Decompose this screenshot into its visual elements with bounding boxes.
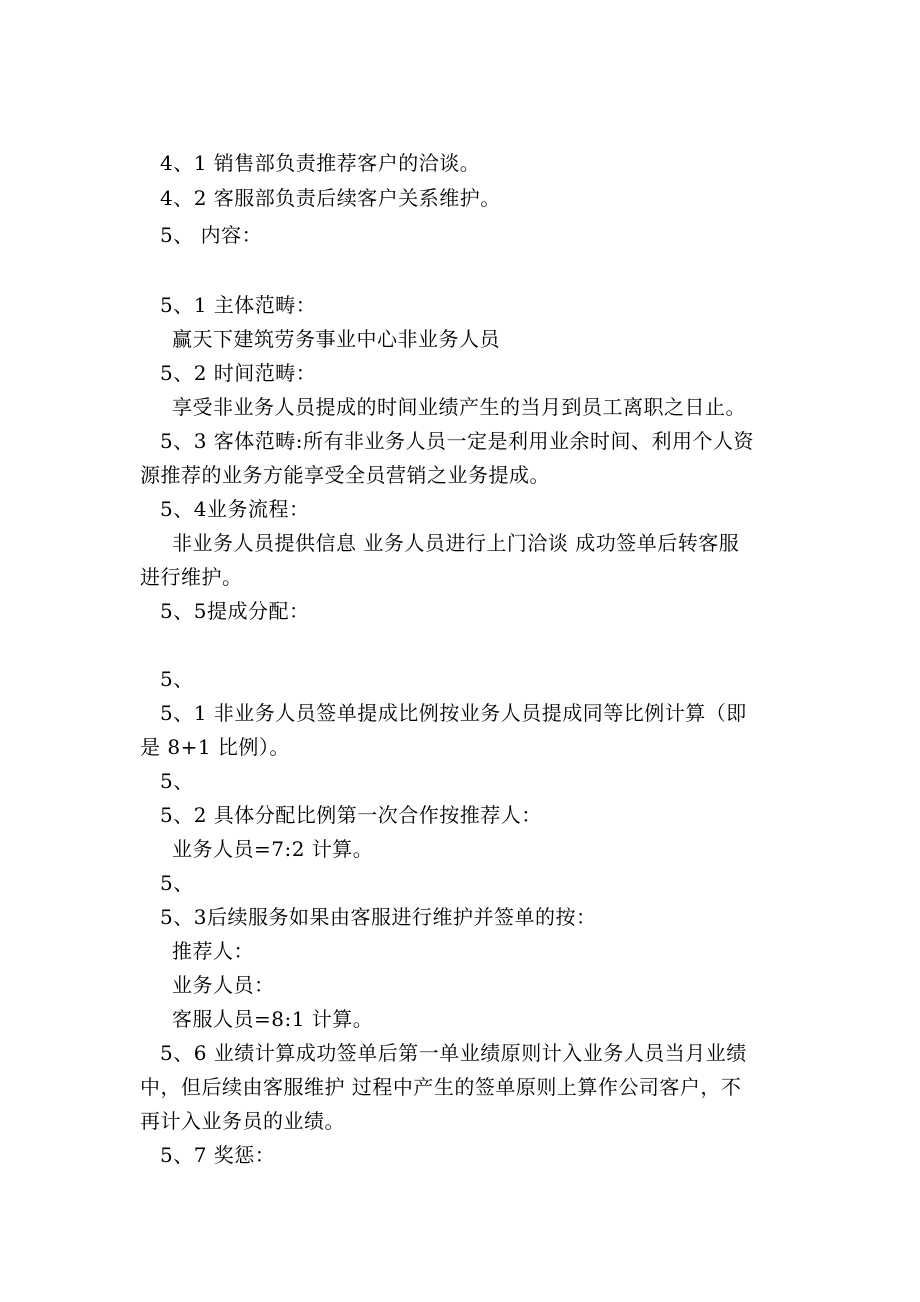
text-line-salesperson: 业务人员： [172, 973, 275, 997]
text-line-4-2: 4、2 客服部负责后续客户关系维护。 [160, 186, 501, 210]
text-line-5-6-cont-b: 再计入业务员的业绩。 [140, 1109, 345, 1133]
text-line-5-5: 5、5提成分配： [160, 599, 310, 623]
text-line-5-3-cont: 源推荐的业务方能享受全员营销之业务提成。 [140, 463, 550, 487]
text-line-5-5-2: 5、2 具体分配比例第一次合作按推荐人： [160, 803, 542, 827]
text-line-5-2: 5、2 时间范畴： [160, 361, 317, 385]
text-line-5-blank-a: 5、 [160, 667, 194, 691]
text-line-recommender: 推荐人： [172, 939, 254, 963]
text-line-5-heading: 5、 内容： [160, 223, 263, 247]
text-line-5-7: 5、7 奖惩： [160, 1143, 276, 1167]
text-line-5-5-2-body: 业务人员=7:2 计算。 [172, 837, 374, 861]
text-line-5-4-body: 非业务人员提供信息 业务人员进行上门洽谈 成功签单后转客服 [172, 531, 740, 555]
text-line-5-1: 5、1 主体范畴： [160, 293, 317, 317]
text-line-5-5-1: 5、1 非业务人员签单提成比例按业务人员提成同等比例计算（即 [160, 701, 747, 725]
text-line-5-3: 5、3 客体范畴:所有非业务人员一定是利用业余时间、利用个人资 [160, 429, 755, 453]
text-line-5-5-3: 5、3后续服务如果由客服进行维护并签单的按： [160, 905, 597, 929]
text-line-service-staff: 客服人员=8:1 计算。 [172, 1007, 374, 1031]
text-line-5-2-body: 享受非业务人员提成的时间业绩产生的当月到员工离职之日止。 [172, 395, 746, 419]
text-line-4-1: 4、1 销售部负责推荐客户的洽谈。 [160, 151, 481, 175]
text-line-5-blank-c: 5、 [160, 871, 194, 895]
text-line-5-6: 5、6 业绩计算成功签单后第一单业绩原则计入业务人员当月业绩 [160, 1041, 747, 1065]
text-line-5-4-cont: 进行维护。 [140, 565, 243, 589]
text-line-5-6-cont-a: 中，但后续由客服维护 过程中产生的签单原则上算作公司客户，不 [140, 1075, 742, 1099]
text-line-5-1-body: 赢天下建筑劳务事业中心非业务人员 [172, 327, 500, 351]
text-line-5-5-1-cont: 是 8+1 比例）。 [140, 735, 290, 759]
text-line-5-4: 5、4业务流程： [160, 497, 310, 521]
text-line-5-blank-b: 5、 [160, 769, 194, 793]
